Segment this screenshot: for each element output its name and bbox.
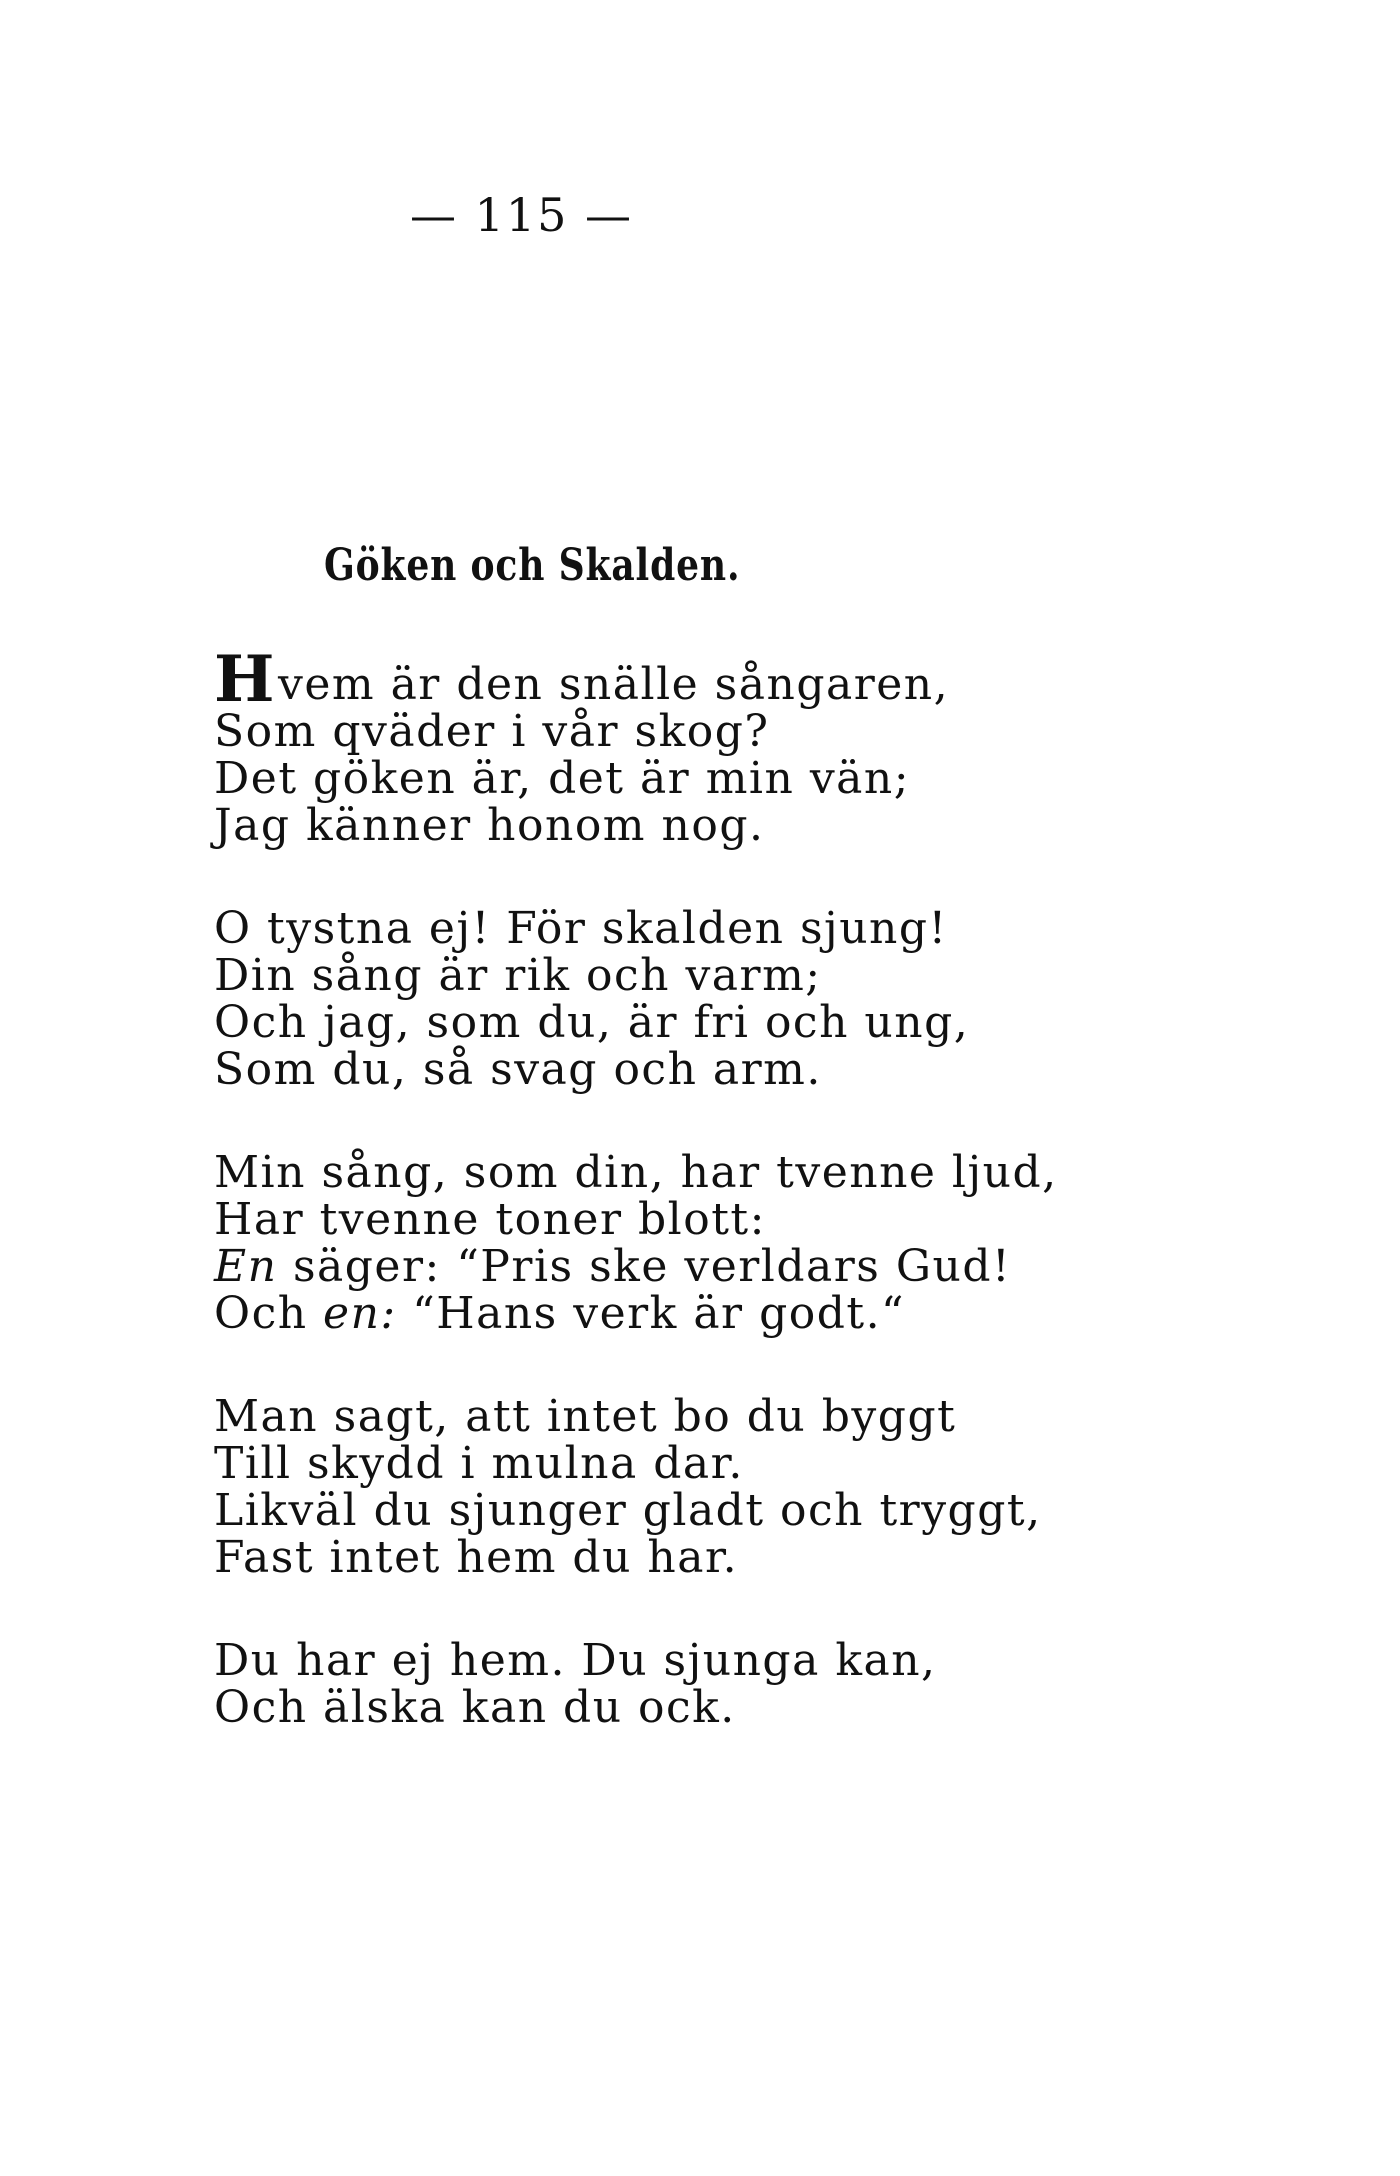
verse-line: Fast intet hem du har. <box>214 1532 739 1583</box>
page-number: — 115 — <box>410 188 634 242</box>
stanza-5 <box>214 1637 1214 1731</box>
verse-line: Jag känner honom nog. <box>214 800 765 851</box>
verse-line-prefix: Och <box>214 1288 324 1339</box>
emphasized-word: En <box>214 1241 278 1292</box>
verse-line: Och älska kan du ock. <box>214 1682 736 1733</box>
verse-line <box>214 642 1214 717</box>
verse-line: Som du, så svag och arm. <box>214 1044 822 1095</box>
stanza-2 <box>214 905 1214 1093</box>
verse-line: Som qväder i vår skog? <box>214 706 770 757</box>
verse-line: Till skydd i mulna dar. <box>214 1438 744 1489</box>
verse-line <box>214 1243 1214 1290</box>
verse-line: Har tvenne toner blott: <box>214 1194 766 1245</box>
verse-line-text: säger: “Pris ske verldars Gud! <box>277 1241 1012 1292</box>
verse-line: Det göken är, det är min vän; <box>214 753 911 804</box>
verse-line: Och jag, som du, är fri och ung, <box>214 997 970 1048</box>
verse-line-text: vem är den snälle sångaren, <box>277 659 950 710</box>
poem-title: Göken och Skalden. <box>324 540 741 591</box>
verse-line <box>214 1290 1214 1337</box>
verse-line: O tystna ej! För skalden sjung! <box>214 903 948 954</box>
drop-cap-initial: H <box>214 642 276 717</box>
stanza-1 <box>214 642 1214 851</box>
emphasized-word: en: <box>323 1288 397 1339</box>
verse-line: Min sång, som din, har tvenne ljud, <box>214 1147 1058 1198</box>
stanza-4 <box>214 1393 1214 1581</box>
verse-line: Likväl du sjunger gladt och tryggt, <box>214 1485 1042 1536</box>
verse-line-text: “Hans verk är godt.“ <box>396 1288 906 1339</box>
verse-line: Din sång är rik och varm; <box>214 950 822 1001</box>
stanza-3 <box>214 1149 1214 1337</box>
verse-line: Man sagt, att intet bo du byggt <box>214 1391 957 1442</box>
verse-line: Du har ej hem. Du sjunga kan, <box>214 1635 937 1686</box>
poem-body <box>214 642 1214 1787</box>
